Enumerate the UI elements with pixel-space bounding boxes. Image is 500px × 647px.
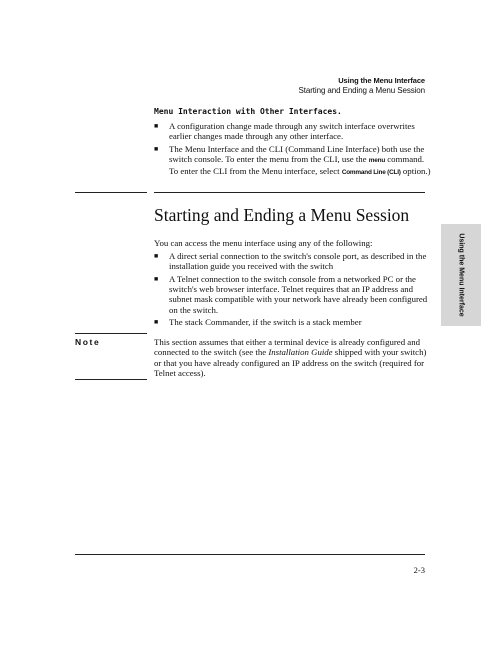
list-item — [154, 121, 431, 141]
margin-rule — [75, 192, 147, 193]
list-item — [154, 274, 427, 315]
bullet-icon: ■ — [154, 145, 159, 153]
note-top-rule — [75, 333, 147, 334]
list-item-text: The Menu Interface and the CLI (Command Line Interface) both use the switch console. To enter the menu from the CLI, use the — [169, 144, 425, 165]
note-bottom-rule — [75, 379, 147, 380]
list-item — [154, 144, 431, 179]
subsection-heading: Menu Interaction with Other Interfaces. — [154, 107, 342, 116]
interaction-bullet-list — [154, 121, 431, 181]
running-header-title: Using the Menu Interface — [338, 76, 425, 85]
bullet-icon: ■ — [154, 318, 159, 327]
footer-rule — [75, 554, 425, 555]
access-methods-list — [154, 251, 427, 330]
section-rule — [154, 192, 425, 193]
list-item-text: A direct serial connection to the switch's console port, as described in the installation guide you received with the switch — [169, 251, 427, 272]
note-text-part: shipped with your switch) or that you have already configured an IP address on the switch (required for Telnet access). — [154, 347, 427, 379]
list-item — [154, 251, 427, 271]
section-title: Starting and Ending a Menu Session — [154, 205, 410, 225]
note-text-part: This section assumes that either a terminal device is already configured and connected to the switch (see the — [154, 337, 421, 358]
cli-option-keyword: Command Line (CLI) — [341, 169, 401, 177]
bullet-icon: ■ — [154, 275, 159, 283]
list-item-text: command. To enter the CLI from the Menu interface, select — [169, 154, 425, 177]
list-item-text: The stack Commander, if the switch is a stack member — [169, 317, 362, 328]
list-item-text: A configuration change made through any switch interface overwrites earlier changes made through any other interface. — [169, 121, 415, 142]
section-intro: You can access the menu interface using any of the following: — [154, 238, 373, 248]
note-text — [154, 337, 429, 379]
list-item-text: option.) — [400, 166, 431, 177]
running-header-subtitle: Starting and Ending a Menu Session — [298, 86, 425, 95]
menu-command-keyword: menu — [368, 157, 386, 165]
page-number: 2-3 — [413, 565, 425, 575]
bullet-icon: ■ — [154, 122, 159, 130]
installation-guide-title: Installation Guide — [268, 347, 333, 358]
chapter-side-tab — [441, 224, 481, 326]
list-item-text: A Telnet connection to the switch console from a networked PC or the switch's web browser interface. Telnet requires that an IP address and subnet mask compatible with your network have already been configured on the switch. — [169, 274, 428, 315]
bullet-icon: ■ — [154, 252, 159, 260]
list-item — [154, 317, 427, 327]
note-label: Note — [75, 337, 101, 347]
chapter-side-tab-label: Using the Menu Interface — [457, 233, 465, 317]
